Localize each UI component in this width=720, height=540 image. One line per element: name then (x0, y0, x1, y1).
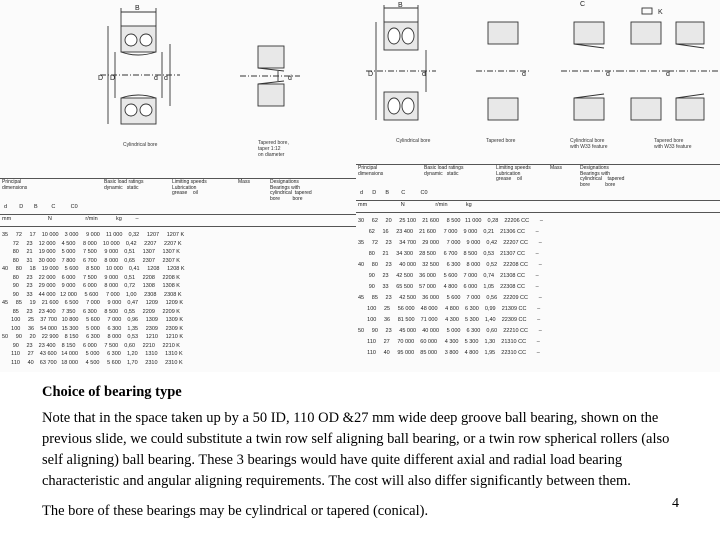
catalog-scan-self-aligning-ball-bearings (0, 0, 362, 372)
roller-bearing-cross-section-drawing (356, 0, 720, 160)
bore-label-tapered: Tapered bore (486, 138, 516, 144)
table-row: 35 72 23 34 700 29 000 7 000 9 000 0,42 22207 CC – (358, 240, 542, 246)
header-mass: Mass (550, 165, 562, 171)
header-principal-dimensions: Principal dimensions (358, 165, 384, 177)
table-row: 62 16 23 400 21 600 7 000 9 000 0,21 21306 CC – (358, 229, 539, 235)
caption-paragraph-bore: The bore of these bearings may be cylindrical or tapered (conical). (42, 503, 429, 519)
svg-text:d: d (422, 71, 426, 78)
table-row: 110 40 63 700 18 000 4 500 5 600 1,70 2310 2310 K (2, 359, 183, 366)
slide-caption (42, 382, 682, 522)
table-row: 72 23 12 000 4 500 8 000 10 000 0,42 2207 2207 K (2, 240, 182, 247)
header-limiting-speeds: Limiting speeds Lubrication grease oil (496, 165, 531, 182)
header-principal-dimensions: Principal dimensions (2, 179, 28, 191)
table-row: 35 72 17 10 000 3 000 9 000 11 000 0,32 1207 1207 K (2, 232, 185, 238)
svg-text:d: d (522, 71, 526, 78)
table-row: 110 27 70 000 60 000 4 300 5 300 1,30 21310 CC – (358, 339, 540, 345)
table-row: 100 25 56 000 48 000 4 800 6 300 0,99 21309 CC – (358, 306, 541, 312)
table-row: 85 23 23 400 7 350 6 300 8 500 0,55 2209 2209 K (2, 308, 180, 315)
svg-text:d: d (288, 75, 292, 82)
header-designations: Designations Bearings with cylindrical tapered bore bore (270, 179, 312, 202)
svg-text:D: D (98, 75, 104, 82)
table-row: 100 36 54 000 15 300 5 000 6 300 1,35 2309 2309 K (2, 325, 184, 332)
table-row: 40 80 23 40 000 32 500 6 300 8 000 0,52 22208 CC – (358, 262, 542, 268)
table-row: 110 27 43 600 14 000 5 000 6 300 1,20 1310 1310 K (2, 351, 183, 357)
table-row: 30 62 20 25 100 21 600 8 500 11 000 0,28 22206 CC – (358, 218, 543, 224)
column-symbols: d D B C C0 (4, 204, 78, 210)
svg-text:K: K (658, 9, 663, 16)
table-row: 80 21 19 000 5 000 7 500 9 000 0,51 1307 1307 K (2, 249, 180, 255)
svg-text:d: d (164, 75, 168, 82)
table-row: 100 36 81 500 71 000 4 300 5 300 1,40 22309 CC – (358, 317, 541, 323)
header-mass: Mass (238, 179, 250, 185)
header-limiting-speeds: Limiting speeds Lubrication grease oil (172, 179, 207, 196)
svg-text:d: d (666, 71, 670, 78)
svg-text:B: B (135, 5, 140, 12)
catalog-scan-spherical-roller-bearings (356, 0, 720, 372)
table-row: 90 23 29 000 9 000 6 000 8 000 0,72 1308 1308 K (2, 283, 180, 289)
table-row: 110 40 95 000 85 000 3 800 4 800 1,95 22310 CC – (358, 350, 540, 356)
column-symbols: d D B C C0 (360, 190, 428, 196)
table-row: 50 90 20 22 900 8 150 6 300 8 000 0,53 1210 1210 K (2, 334, 184, 340)
bore-label-tapered-w33: Tapered bore with W33 feature (654, 138, 692, 150)
table-row: 45 85 23 42 500 36 000 5 600 7 000 0,56 22209 CC – (358, 295, 542, 301)
bore-label-cylindrical: Cylindrical bore (396, 138, 431, 144)
table-row: 40 80 18 19 000 5 600 8 500 10 000 0,41 1208 1208 K (2, 266, 185, 272)
bore-label-cylindrical-w33: Cylindrical bore with W33 feature (570, 138, 608, 150)
table-row: 90 33 44 000 12 000 5 600 7 000 1,00 2308 2308 K (2, 291, 182, 298)
svg-text:d: d (154, 75, 158, 82)
bore-label-cylindrical: Cylindrical bore (123, 142, 158, 148)
svg-text:B: B (398, 2, 403, 9)
header-load-ratings: Basic load ratings dynamic static (424, 165, 464, 177)
roller-bearing-table (356, 162, 720, 372)
units-row: mm N r/min kg – (2, 216, 139, 222)
svg-text:D: D (368, 71, 374, 78)
table-row: 80 31 30 000 7 800 6 700 8 000 0,65 2307 2307 K (2, 257, 180, 264)
table-row: 80 23 22 000 6 000 7 500 9 000 0,51 2208 2208 K (2, 274, 180, 281)
table-row: 90 23 42 500 36 000 5 600 7 000 0,74 21308 CC – (358, 273, 539, 279)
table-row: 45 85 19 21 600 6 500 7 000 9 000 0,47 1209 1209 K (2, 300, 184, 306)
table-row: 90 23 23 400 8 150 6 000 7 500 0,60 2210 2210 K (2, 342, 180, 349)
header-load-ratings: Basic load ratings dynamic static (104, 179, 144, 191)
caption-paragraph: Note that in the space taken up by a 50 ID, 110 OD &27 mm wide deep groove ball bearing, shown on the previous slide, we could substitute a twin row self aligning ball bearing, or a twin row spherical rollers (also self aligning) ball bearing. These 3 bearings would have quite different axial and radial load bearing characteristic and angular aligning requirements. The cost will also differ significantly between them. (42, 410, 670, 489)
table-row: 50 90 23 45 000 40 000 5 000 6 300 0,60 22210 CC – (358, 328, 542, 334)
table-row: 90 33 65 500 57 000 4 800 6 000 1,05 22308 CC – (358, 284, 539, 290)
table-row: 100 25 37 700 10 800 5 600 7 000 0,96 1309 1309 K (2, 317, 184, 323)
caption-title: Choice of bearing type (42, 384, 182, 400)
ball-bearing-cross-section-drawing (0, 0, 362, 175)
table-row: 80 21 34 300 28 500 6 700 8 500 0,53 21307 CC – (358, 251, 539, 257)
ball-bearing-table (0, 176, 362, 372)
bore-label-tapered: Tapered bore, taper 1:12 on diameter (258, 140, 289, 158)
header-designations: Designations Bearings with cylindrical tapered bore bore (580, 165, 625, 188)
svg-text:D: D (110, 75, 116, 82)
page-number: 4 (672, 496, 679, 511)
units-row: mm N r/min kg (358, 202, 472, 208)
svg-text:d: d (606, 71, 610, 78)
svg-text:C: C (580, 1, 586, 8)
